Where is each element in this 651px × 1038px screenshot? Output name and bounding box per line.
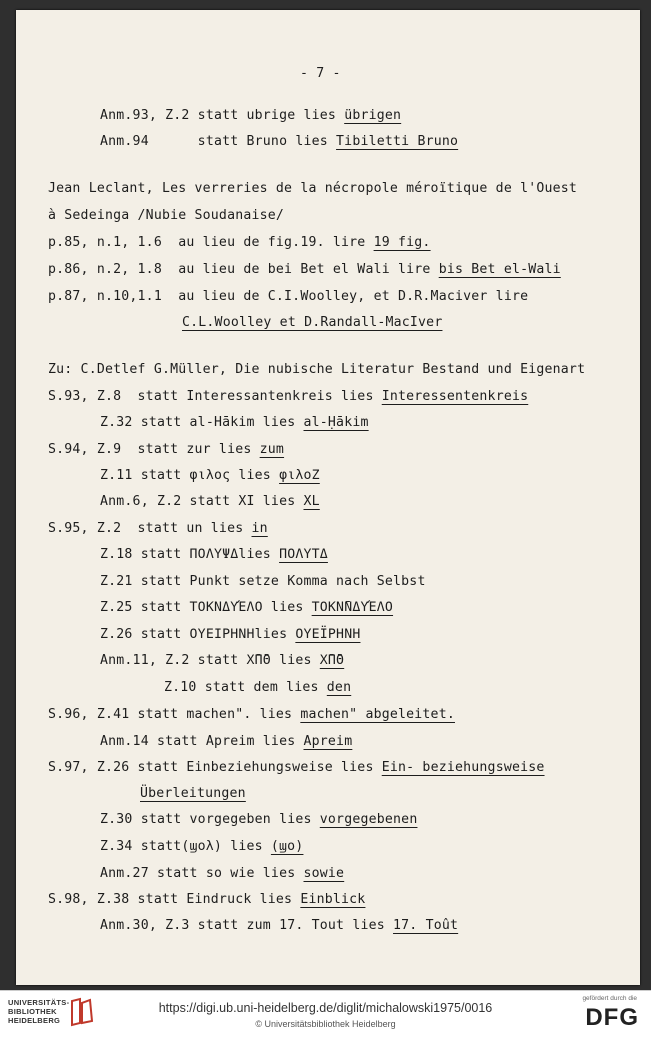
errata-line [48,362,585,377]
correction-text: ΤΟΚΝ̄ΝΔΥΈΛΟ [311,600,394,615]
correction-text: in [251,521,268,536]
errata-line [100,812,417,827]
errata-line [100,600,393,615]
errata-text: Z.11 statt φιλος lies [100,468,280,483]
correction-text: zum [259,442,285,457]
errata-line [100,574,426,589]
errata-line [48,208,284,223]
errata-line [100,547,328,562]
errata-line [100,866,344,881]
errata-line [48,707,455,722]
errata-line [48,521,268,536]
correction-text: machen" abgeleitet. [300,707,455,722]
correction-text: sowie [303,866,345,881]
correction-text: (ϣο) [270,839,304,854]
correction-text: al-Ḥākim [303,415,369,430]
errata-line [100,734,352,749]
correction-text: Ein- beziehungsweise [381,760,545,775]
correction-text: übrigen [344,108,402,123]
errata-text: Z.32 statt al-Hākim lies [100,415,304,430]
logo-line-2: BIBLIOTHEK [8,1007,57,1016]
viewer-footer [0,990,651,1038]
errata-text: S.94, Z.9 statt zur lies [48,442,260,457]
errata-line [100,627,360,642]
errata-line [48,289,528,304]
errata-line [48,892,365,907]
errata-text: S.95, Z.2 statt un lies [48,521,252,536]
errata-text: Z.34 statt(ϣολ) lies [100,839,271,854]
errata-line [140,786,246,801]
errata-line [100,839,303,854]
errata-text: Anm.93, Z.2 statt ubrige lies [100,108,345,123]
errata-text: p.85, n.1, 1.6 au lieu de fig.19. lire [48,235,374,250]
funder-label: gefördert durch die [582,995,637,1002]
errata-line [100,468,320,483]
correction-text: 19 fig. [373,235,431,250]
correction-text: Interessentenkreis [381,389,529,404]
errata-line [182,315,442,330]
errata-text: Anm.11, Z.2 statt Χ̄Π̄Θ lies [100,653,320,668]
errata-line [100,918,458,933]
correction-text: Χ̄Π̄Θ [319,653,345,668]
errata-text: p.86, n.2, 1.8 au lieu de bei Bet el Wali lire [48,262,439,277]
errata-line [100,134,458,149]
errata-text: Jean Leclant, Les verreries de la nécropole méroïtique de l'Ouest [48,181,578,196]
errata-text: S.93, Z.8 statt Interessantenkreis lies [48,389,382,404]
errata-text: S.96, Z.41 statt machen". lies [48,707,301,722]
errata-line [48,760,545,775]
correction-text: Apreim [303,734,353,749]
page-number: - 7 - [300,66,341,81]
correction-text: C.L.Woolley et D.Randall-MacIver [182,315,443,330]
logo-line-3: HEIDELBERG [8,1016,61,1025]
errata-line [48,235,431,250]
correction-text: 17. Toût [393,918,459,933]
errata-text: Z.21 statt Punkt setze Komma nach Selbst [100,574,426,589]
logo-line-1: UNIVERSITÄTS- [8,998,70,1007]
errata-text: Anm.94 statt Bruno lies [100,134,337,149]
errata-text: Z.25 statt ΤΟΚΝΔΥΈΛΟ lies [100,600,312,615]
correction-text: ΟΥΕΪΡΗΝΗ [295,627,361,642]
copyright-text: © Universitätsbibliothek Heidelberg [255,1019,396,1029]
correction-text: bis Bet el-Wali [438,262,561,277]
document-page [16,10,640,985]
correction-text: vorgegebenen [319,812,418,827]
errata-line [164,680,351,695]
errata-line [100,108,401,123]
correction-text: φιλοΖ [279,468,320,483]
errata-text: Anm.6, Z.2 statt XI lies [100,494,304,509]
errata-line [48,262,561,277]
errata-text: S.98, Z.38 statt Eindruck lies [48,892,301,907]
dfg-logo: DFG [585,1004,639,1031]
errata-line [48,389,528,404]
errata-line [100,653,344,668]
errata-text: Z.18 statt ΠΟΛΥΨΔlies [100,547,280,562]
errata-text: Anm.30, Z.3 statt zum 17. Tout lies [100,918,394,933]
correction-text: Tibiletti Bruno [336,134,459,149]
errata-text: Z.30 statt vorgegeben lies [100,812,320,827]
errata-text: Zu: C.Detlef G.Müller, Die nubische Literatur Bestand und Eigenart [48,362,586,377]
errata-line [100,494,320,509]
errata-line [48,181,577,196]
errata-line [48,442,284,457]
errata-line [100,415,369,430]
errata-text: Z.10 statt dem lies [164,680,327,695]
correction-text: ΠΟΛΥΤΔ [279,547,328,562]
source-url-link[interactable]: https://digi.ub.uni-heidelberg.de/diglit/michalowski1975/0016 [158,1001,493,1015]
errata-text: à Sedeinga /Nubie Soudanaise/ [48,208,285,223]
correction-text: den [326,680,352,695]
errata-text: Z.26 statt ΟΥΕΙΡΗΝΗlies [100,627,296,642]
errata-text: p.87, n.10,1.1 au lieu de C.I.Woolley, et D.R.Maciver lire [48,289,529,304]
errata-text: Anm.14 statt Apreim lies [100,734,304,749]
correction-text: Einblick [300,892,366,907]
correction-text: XL [303,494,320,509]
errata-text: S.97, Z.26 statt Einbeziehungsweise lies [48,760,382,775]
correction-text: Überleitungen [140,786,246,801]
errata-text: Anm.27 statt so wie lies [100,866,304,881]
